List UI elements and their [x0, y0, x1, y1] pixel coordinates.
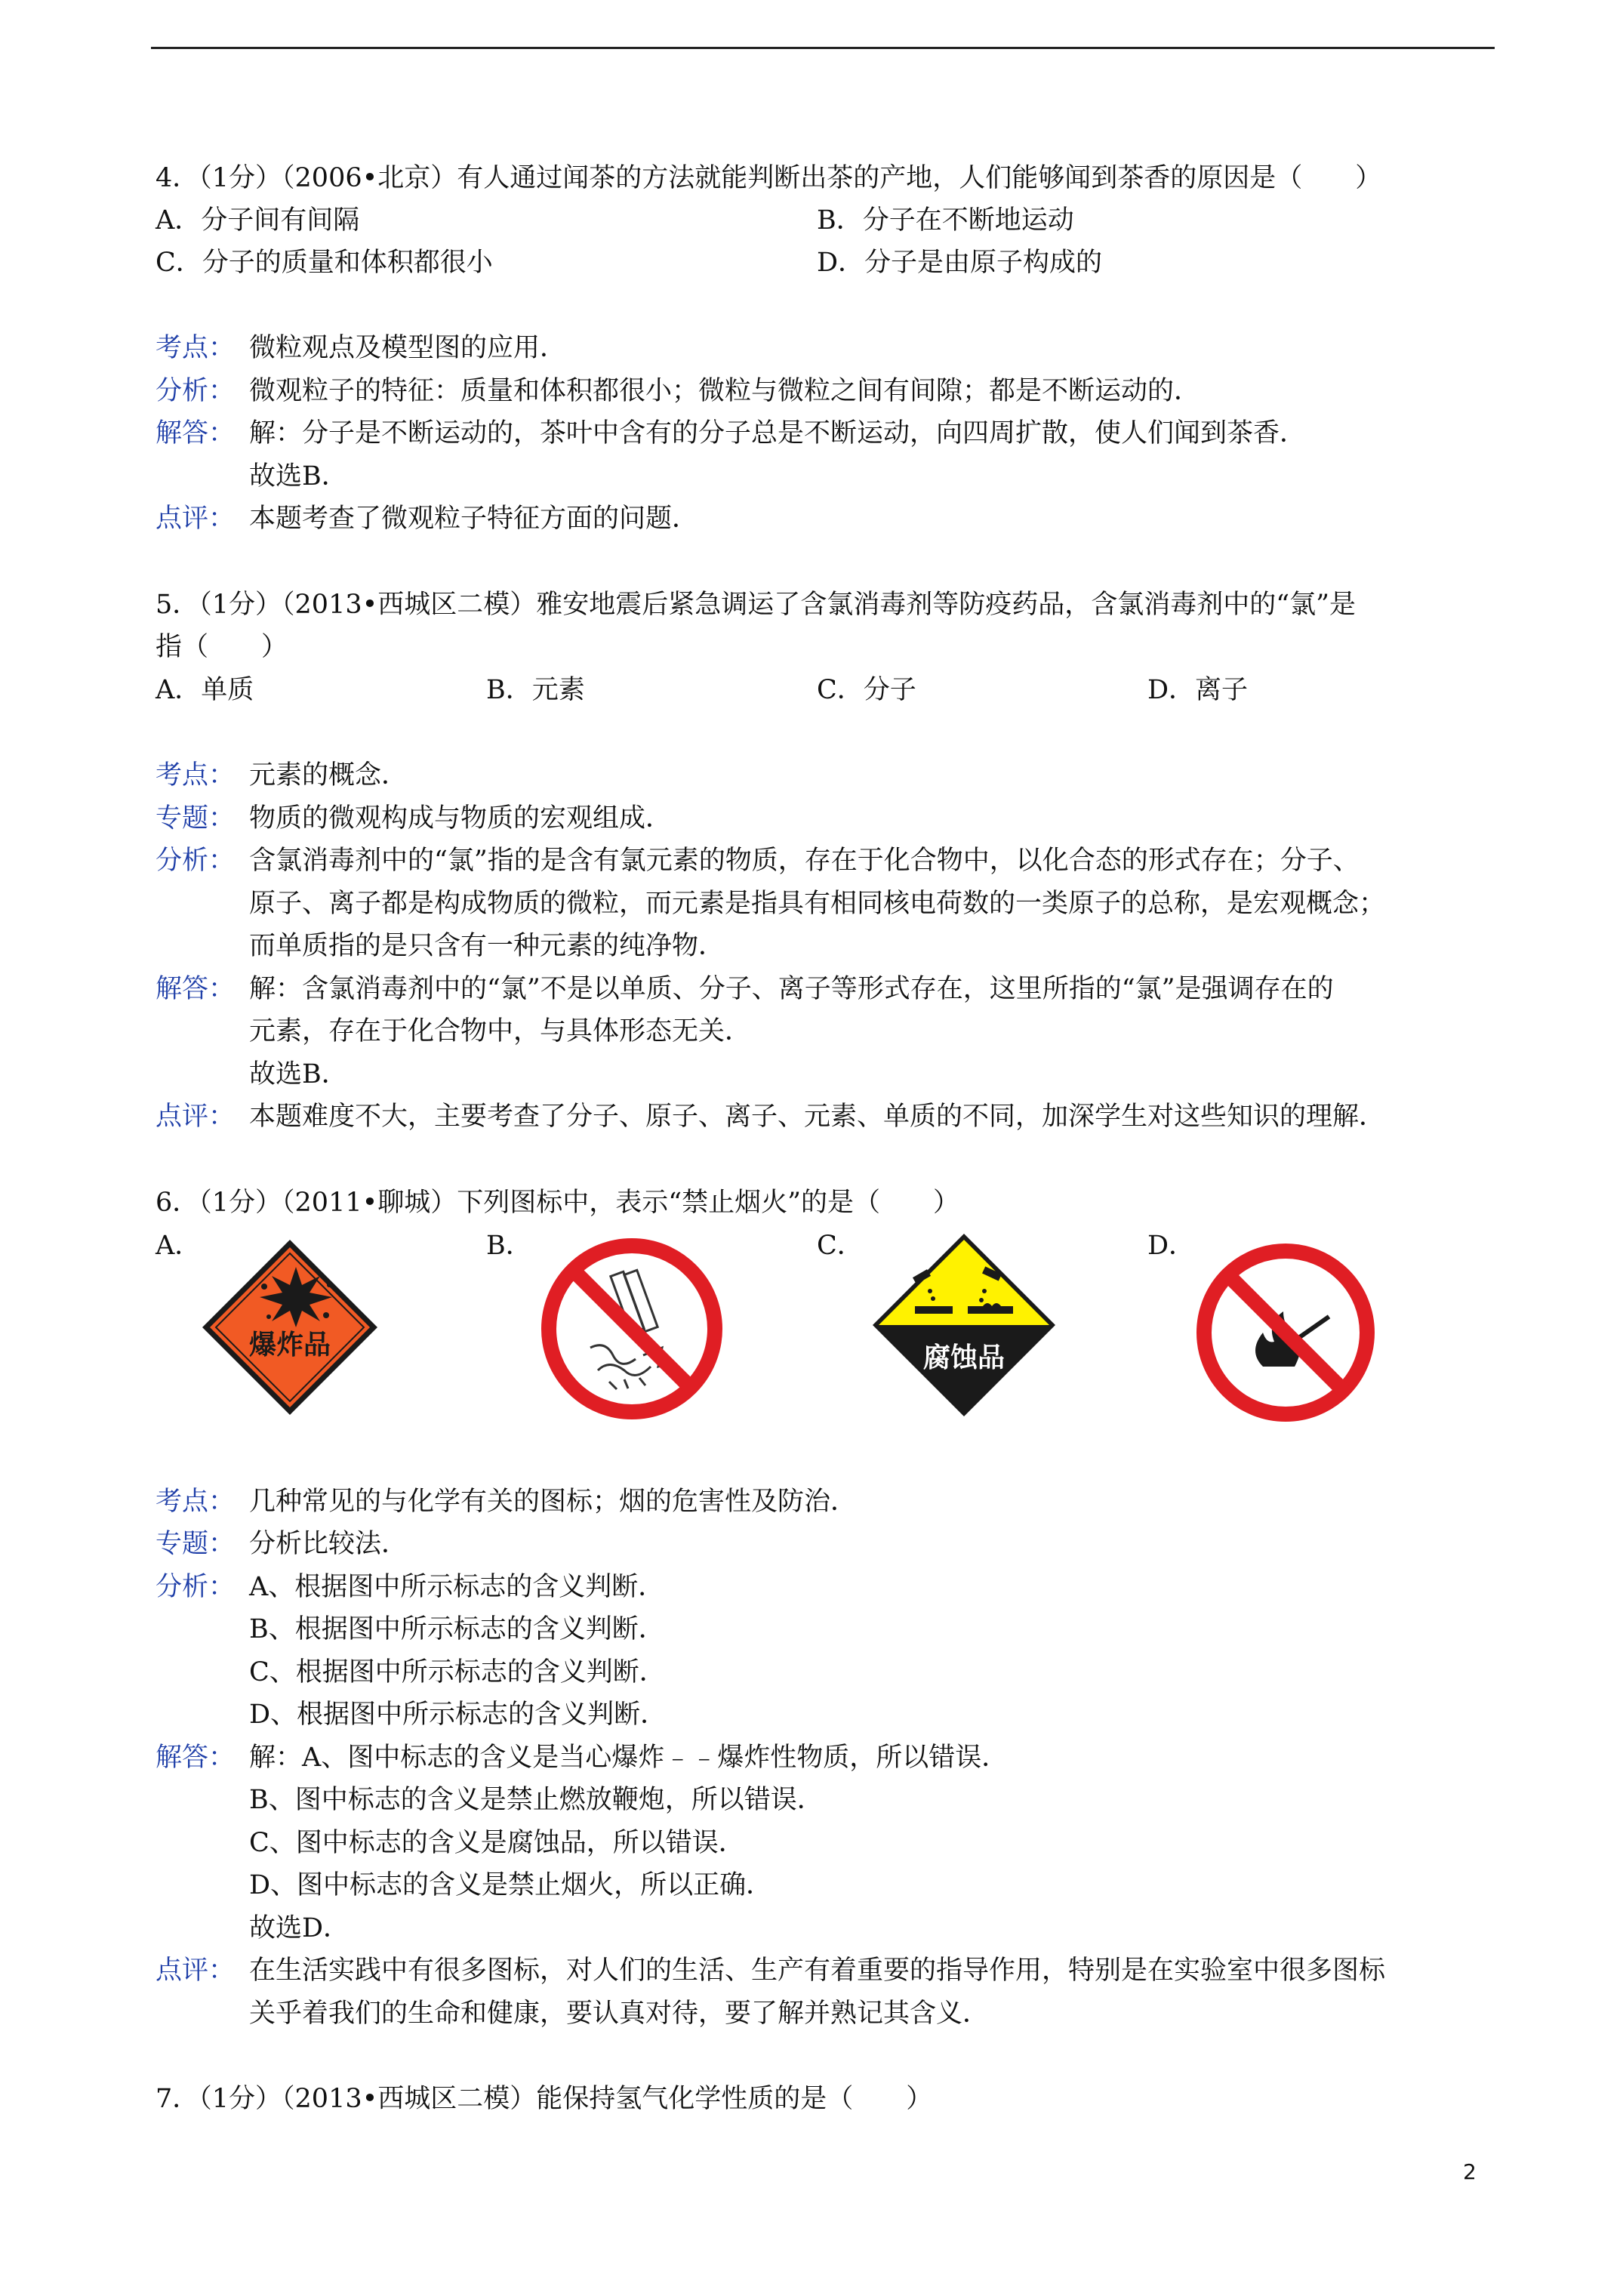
q4-option-a: A．分子间有间隔 [156, 205, 360, 236]
q4-jieda-line-1: 解：分子是不断运动的，茶叶中含有的分子总是不断运动，向四周扩散，使人们闻到茶香． [249, 418, 1307, 448]
q6-fenxi-line-4: D、根据图中所示标志的含义判断． [249, 1700, 667, 1730]
q4-option-c: C．分子的质量和体积都很小 [156, 248, 493, 278]
q5-fenxi-line-2: 原子、离子都是构成物质的微粒，而元素是指具有相同核电荷数的一类原子的总称，是宏观概念； [249, 889, 1386, 919]
question-5-stem-line-1: 5．（1分）（2013•西城区二模）雅安地震后紧急调运了含氯消毒剂等防疫药品，含氯消毒剂中的“氯”是 [156, 590, 1357, 620]
explosive-sign-image [199, 1237, 380, 1418]
q5-option-d: D．离子 [1147, 675, 1249, 705]
q5-kaodian-text: 元素的概念． [249, 760, 408, 791]
q5-fenxi-label: 分析： [156, 846, 236, 876]
q6-fenxi-label: 分析： [156, 1572, 236, 1602]
q6-option-d: D． [1147, 1231, 1196, 1261]
question-6-stem: 6．（1分）（2011•聊城）下列图标中，表示“禁止烟火”的是（ ） [156, 1188, 960, 1218]
q6-jieda-line-4: D、图中标志的含义是禁止烟火，所以正确． [249, 1870, 773, 1900]
q6-jieda-line-3: C、图中标志的含义是腐蚀品，所以错误． [249, 1828, 745, 1858]
q6-zhuanti-label: 专题： [156, 1529, 236, 1559]
q6-kaodian-text: 几种常见的与化学有关的图标；烟的危害性及防治． [249, 1487, 858, 1517]
q6-jieda-line-5: 故选D． [249, 1913, 350, 1943]
q4-dianping-label: 点评： [156, 504, 236, 534]
q5-fenxi-line-1: 含氯消毒剂中的“氯”指的是含有氯元素的物质，存在于化合物中，以化合态的形式存在；分子、 [249, 846, 1360, 876]
q4-jieda-line-2: 故选B． [249, 461, 348, 492]
q4-kaodian-label: 考点： [156, 333, 236, 363]
q4-dianping-text: 本题考查了微观粒子特征方面的问题． [249, 504, 699, 534]
q5-jieda-line-2: 元素，存在于化合物中，与具体形态无关． [249, 1016, 752, 1046]
q5-option-a: A．单质 [156, 675, 254, 705]
q6-dianping-line-2: 关乎着我们的生命和健康，要认真对待，要了解并熟记其含义． [249, 1999, 990, 2029]
q6-option-b: B． [486, 1231, 532, 1261]
q6-option-c: C． [817, 1231, 864, 1261]
corrosive-sign-label: 腐蚀品 [922, 1342, 1006, 1373]
q5-jieda-line-1: 解：含氯消毒剂中的“氯”不是以单质、分子、离子等形式存在，这里所指的“氯”是强调存在的 [249, 974, 1334, 1004]
q6-jieda-line-1: 解：A、图中标志的含义是当心爆炸﹣﹣爆炸性物质，所以错误． [249, 1743, 1009, 1773]
no-firecrackers-sign-image [537, 1234, 726, 1423]
explosive-sign-label: 爆炸品 [248, 1330, 331, 1361]
q5-jieda-line-3: 故选B． [249, 1059, 348, 1089]
q6-fenxi-line-2: B、根据图中所示标志的含义判断． [249, 1614, 665, 1644]
q6-zhuanti-text: 分析比较法． [249, 1529, 408, 1559]
q6-option-a: A． [156, 1231, 202, 1261]
question-4-stem: 4．（1分）（2006•北京）有人通过闻茶的方法就能判断出茶的产地，人们能够闻到茶香的原因是（ ） [156, 163, 1382, 193]
q5-zhuanti-label: 专题： [156, 803, 236, 834]
corrosive-sign-image [870, 1231, 1058, 1423]
question-7-stem: 7．（1分）（2013•西城区二模）能保持氢气化学性质的是（ ） [156, 2084, 933, 2114]
q6-dianping-label: 点评： [156, 1955, 236, 1986]
q5-option-c: C．分子 [817, 675, 916, 705]
q6-kaodian-label: 考点： [156, 1487, 236, 1517]
q6-dianping-line-1: 在生活实践中有很多图标，对人们的生活、生产有着重要的指导作用，特别是在实验室中很多图标 [249, 1955, 1386, 1986]
q5-zhuanti-text: 物质的微观构成与物质的宏观组成． [249, 803, 673, 834]
q5-dianping-text: 本题难度不大，主要考查了分子、原子、离子、元素、单质的不同，加深学生对这些知识的理解． [249, 1102, 1386, 1132]
question-5-stem-line-2: 指（ ） [156, 632, 288, 662]
q4-jieda-label: 解答： [156, 418, 236, 448]
q6-jieda-label: 解答： [156, 1743, 236, 1773]
q4-kaodian-text: 微粒观点及模型图的应用． [249, 333, 567, 363]
q6-fenxi-line-1: A、根据图中所示标志的含义判断． [249, 1572, 665, 1602]
q4-option-d: D．分子是由原子构成的 [817, 248, 1103, 278]
q5-option-b: B．元素 [486, 675, 585, 705]
q5-dianping-label: 点评： [156, 1102, 236, 1132]
q5-kaodian-label: 考点： [156, 760, 236, 791]
q6-fenxi-line-3: C、根据图中所示标志的含义判断． [249, 1657, 666, 1687]
q6-jieda-line-2: B、图中标志的含义是禁止燃放鞭炮，所以错误． [249, 1785, 824, 1815]
q4-fenxi-text: 微观粒子的特征：质量和体积都很小；微粒与微粒之间有间隙；都是不断运动的． [249, 376, 1201, 406]
q4-fenxi-label: 分析： [156, 376, 236, 406]
page-number: 2 [1463, 2159, 1477, 2184]
q5-fenxi-line-3: 而单质指的是只含有一种元素的纯净物． [249, 931, 725, 961]
header-rule [151, 47, 1495, 49]
q4-option-b: B．分子在不断地运动 [817, 205, 1074, 236]
q5-jieda-label: 解答： [156, 974, 236, 1004]
no-fire-sign-image [1191, 1238, 1380, 1427]
